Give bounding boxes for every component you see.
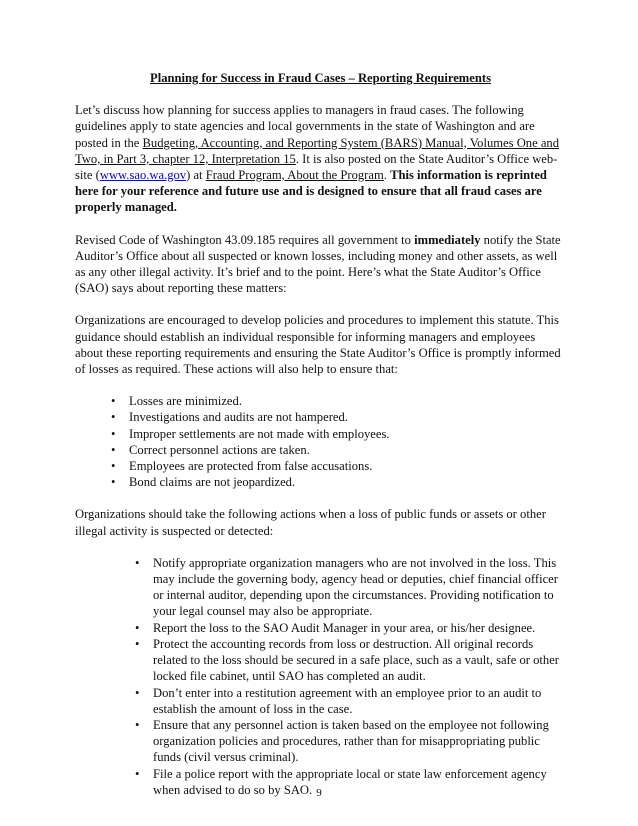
- benefits-list: [75, 393, 566, 490]
- rcw-text-1: Revised Code of Washington 43.09.185 requires all government to: [75, 232, 415, 247]
- actions-list: [75, 555, 566, 798]
- list-item: • Notify appropriate organization managers who are not involved in the loss. This may include the governing body, agency head or deputies, chief financial officer or internal auditor, depending upon the circumstances. Providing notification to your legal counsel may also be appropriate.: [135, 555, 566, 620]
- rcw-emphasis: immediately: [414, 232, 481, 247]
- list-item: • Report the loss to the SAO Audit Manager in your area, or his/her designee.: [135, 620, 566, 636]
- rcw-paragraph: [75, 232, 566, 297]
- intro-paragraph: [75, 102, 566, 215]
- intro-text-1: Let’s discuss how planning for success applies to managers in fraud cases. The following guidelines apply to state agencies and local governments in the state of Washington and are posted in the: [75, 103, 535, 150]
- list-item: • Investigations and audits are not hampered.: [111, 409, 566, 425]
- actions-paragraph: Organizations should take the following actions when a loss of public funds or assets or other illegal activity is suspected or detected:: [75, 507, 546, 538]
- list-item: • Bond claims are not jeopardized.: [111, 474, 566, 490]
- list-item: • Improper settlements are not made with employees.: [111, 426, 566, 442]
- list-item: • Don’t enter into a restitution agreement with an employee prior to an audit to establish the amount of loss in the case.: [135, 685, 566, 717]
- list-item: • File a police report with the appropriate local or state law enforcement agency when advised to do so by SAO.: [135, 766, 566, 798]
- list-item: • Ensure that any personnel action is taken based on the employee not following organization policies and procedures, rather than for misappropriating public funds (civil versus criminal).: [135, 717, 566, 766]
- bars-manual-reference: Budgeting, Accounting, and Reporting System (BARS) Manual, Volumes One and Two, in Part 3, chapter 12, Interpretation 15: [75, 135, 560, 166]
- intro-text-4: .: [383, 168, 391, 183]
- list-item: • Protect the accounting records from loss or destruction. All original records related to the loss should be secured in a safe place, such as a vault, safe or other locked file cabinet, until SAO has completed an audit.: [135, 636, 566, 685]
- page-number: 9: [316, 787, 322, 799]
- page-title: Planning for Success in Fraud Cases – Reporting Requirements: [150, 71, 491, 85]
- policies-paragraph: Organizations are encouraged to develop policies and procedures to implement this statute. This guidance should establish an individual responsible for informing managers and employees about these reporting requirements and ensuring the State Auditor’s Office is promptly informed of losses as required. These actions will also help to ensure that:: [75, 313, 561, 377]
- intro-text-2: . It is also posted on the State Auditor’s Office web-site (: [75, 151, 558, 183]
- list-item: • Correct personnel actions are taken.: [111, 442, 566, 458]
- intro-text-3: ) at: [186, 168, 206, 183]
- fraud-program-reference: Fraud Program, About the Program: [205, 168, 384, 183]
- list-item: • Employees are protected from false accusations.: [111, 458, 566, 474]
- list-item: • Losses are minimized.: [111, 393, 566, 409]
- sao-website-link[interactable]: www.sao.wa.gov: [99, 168, 187, 183]
- rcw-text-2: notify the State Auditor’s Office about all suspected or known losses, including money and other assets, as well as any other illegal activity. It’s brief and to the point. Here’s what the State Auditor’s Office (SAO) says about reporting these matters:: [75, 232, 561, 296]
- intro-bold-notice: This information is reprinted here for your reference and future use and is designed to ensure that all fraud cases are properly managed.: [75, 168, 547, 215]
